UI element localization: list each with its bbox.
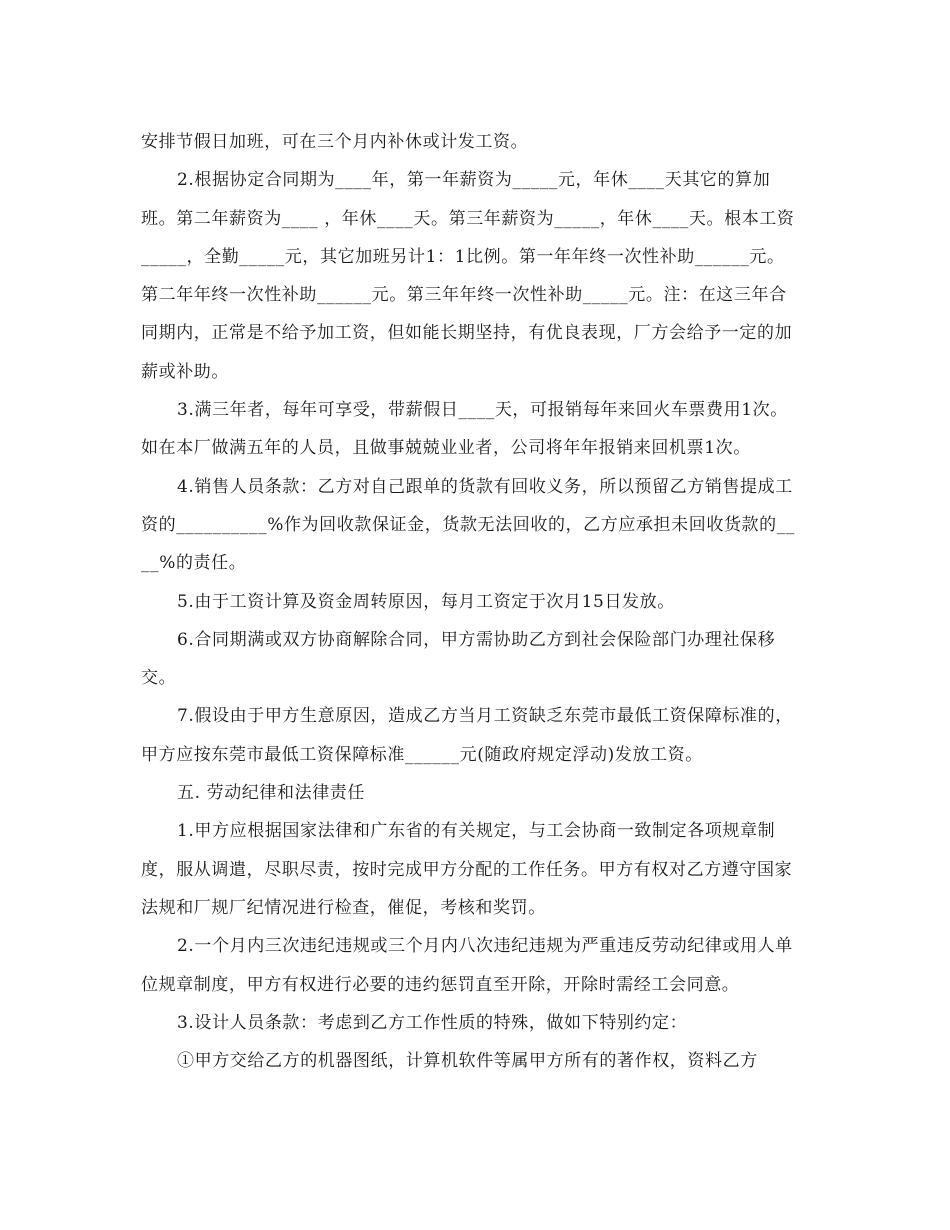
section-5-clause-2: 2.一个月内三次违纪违规或三个月内八次违纪违规为严重违反劳动纪律或用人单位规章制度，甲方有权进行必要的违约惩罚直至开除，开除时需经工会同意。: [141, 936, 793, 995]
section-5-clause-3-item-1: ①甲方交给乙方的机器图纸，计算机软件等属甲方所有的著作权，资料乙方: [177, 1051, 758, 1072]
clause-4-sales-staff: 4.销售人员条款：乙方对自己跟单的货款有回收义务，所以预留乙方销售提成工资的__________%作为回收款保证金，货款无法回收的，乙方应承担未回收货款的____%的责任。: [141, 476, 795, 574]
paragraph-continuation: 安排节假日加班，可在三个月内补休或计发工资。: [141, 132, 529, 152]
section-5-clause-1: 1.甲方应根据国家法律和广东省的有关规定，与工会协商一致制定各项规章制度，服从调遣，尽职尽责，按时完成甲方分配的工作任务。甲方有权对乙方遵守国家法规和厂规厂纪情况进行检查，催促，考核和奖罚。: [141, 821, 793, 918]
section-5-heading: 五. 劳动纪律和法律责任: [177, 783, 366, 804]
section-5-clause-3: 3.设计人员条款：考虑到乙方工作性质的特殊，做如下特别约定：: [177, 1012, 688, 1033]
clause-7-minimum-wage: 7.假设由于甲方生意原因，造成乙方当月工资缺乏东莞市最低工资保障标准的，甲方应按东莞市最低工资保障标准______元(随政府规定浮动)发放工资。: [141, 706, 793, 765]
clause-2-salary-terms: 2.根据协定合同期为____年，第一年薪资为_____元，年休____天其它的算加班。第二年薪资为____ ，年休____天。第三年薪资为_____，年休____天。根本工资_____，全勤_____元，其它加班另计1：1比例。第一年年终一次性补助______元。第二年年终一次性补助______元。第三年年终一次性补助_____元。注：在这三年合同期内，正常是不给予加工资，但如能长期坚持，有优良表现，厂方会给予一定的加薪或补助。: [141, 170, 795, 382]
clause-3-paid-leave: 3.满三年者，每年可享受，带薪假日____天，可报销每年来回火车票费用1次。如在本厂做满五年的人员，且做事兢兢业业者，公司将年年报销来回机票1次。: [141, 400, 788, 459]
clause-5-payday: 5.由于工资计算及资金周转原因，每月工资定于次月15日发放。: [177, 591, 675, 612]
clause-6-social-insurance: 6.合同期满或双方协商解除合同，甲方需协助乙方到社会保险部门办理社保移交。: [141, 629, 776, 689]
document-body: [141, 123, 801, 1080]
